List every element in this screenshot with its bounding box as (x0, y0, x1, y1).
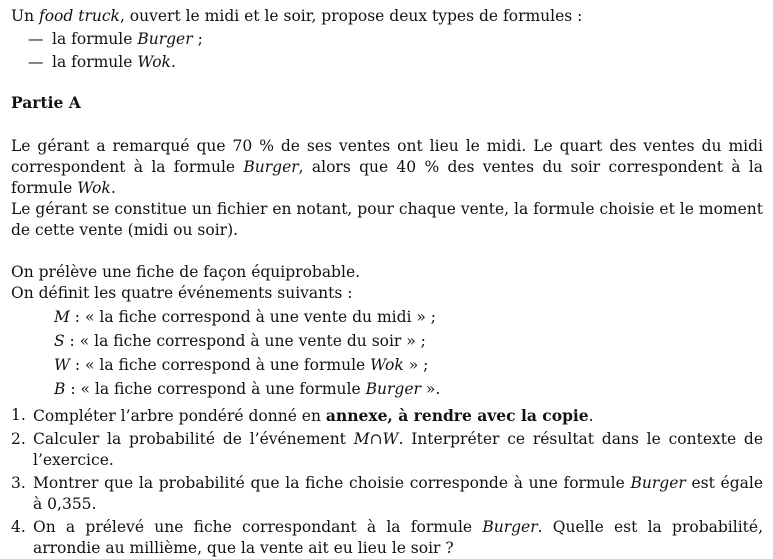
paragraph-file: Le gérant se constitue un fichier en notant, pour chaque vente, la formule choisie et le moment de cette vente (midi ou soir). (11, 200, 763, 239)
events-list (11, 307, 763, 400)
paragraph-sales: Le gérant a remarqué que 70 % de ses ventes ont lieu le midi. Le quart des ventes du midi correspondent à la formule Burger, alors que 40 % des ventes du soir correspondent à la formule Wok. (11, 137, 763, 197)
question-3: 3. Montrer que la probabilité que la fiche choisie corresponde à une formule Burger est égale à 0,355. (11, 474, 763, 513)
questions-list (11, 405, 763, 559)
formula-item-wok: — la formule Wok. (28, 53, 176, 71)
food-truck-term: food truck (38, 7, 120, 25)
question-2: 2. Calculer la probabilité de l’événement M∩W. Interpréter ce résultat dans le contexte de l’exercice. (11, 430, 764, 469)
intro-text: Un food truck, ouvert le midi et le soir, propose deux types de formules : (11, 7, 583, 25)
event-b: B : « la fiche correspond à une formule Burger ». (54, 380, 441, 398)
formula-item-burger: — la formule Burger ; (28, 30, 203, 48)
event-s: S : « la fiche correspond à une vente du soir » ; (54, 332, 426, 350)
event-w: W : « la fiche correspond à une formule Wok » ; (54, 356, 429, 374)
section-heading: Partie A (11, 93, 81, 112)
question-4: 4. On a prélevé une fiche correspondant à la formule Burger. Quelle est la probabilité, arrondie au millième, que la vente ait eu lieu le soir ? (11, 518, 763, 557)
paragraph-draw: On prélève une fiche de façon équiprobable. (11, 263, 361, 281)
paragraph-events-intro: On définit les quatre événements suivants : (11, 284, 353, 302)
event-m: M : « la fiche correspond à une vente du midi » ; (54, 308, 437, 326)
question-1: 1. Compléter l’arbre pondéré donné en annexe, à rendre avec la copie. (11, 406, 594, 425)
